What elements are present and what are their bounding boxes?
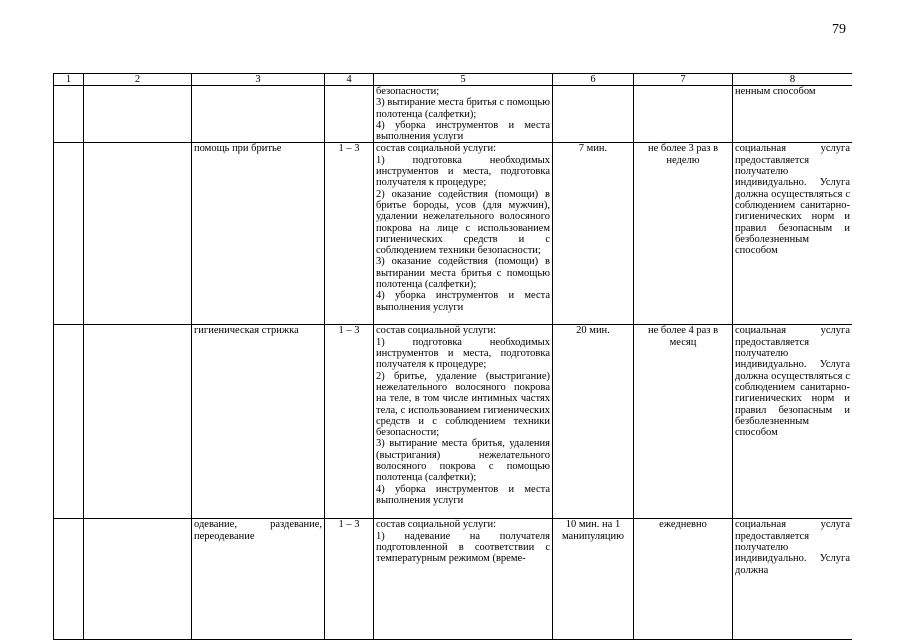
cell-category <box>84 143 192 325</box>
cell-content: безопасности; 3) вытирание места бритья с помощью полотенца (салфетки); 4) уборка инструментов и места выполнения услуги <box>374 86 553 143</box>
services-table-container <box>53 73 852 640</box>
column-header: 5 <box>374 74 553 86</box>
cell-group: 1 – 3 <box>325 143 374 325</box>
page-number: 79 <box>832 22 846 37</box>
column-header: 7 <box>634 74 733 86</box>
column-header: 8 <box>733 74 853 86</box>
cell-group: 1 – 3 <box>325 519 374 640</box>
column-header: 1 <box>54 74 84 86</box>
column-header: 2 <box>84 74 192 86</box>
cell-category <box>84 519 192 640</box>
cell-content: состав социальной услуги: 1) надевание на получателя подготовленной в соответствии с температурным режимом (време- <box>374 519 553 640</box>
table-row <box>54 143 853 325</box>
cell-service-name: помощь при бритье <box>192 143 325 325</box>
header-row <box>54 74 853 86</box>
column-header: 6 <box>553 74 634 86</box>
cell-conditions: социальная услуга предоставляется получателю индивидуально. Услуга должна осуществляться с соблюдением санитарно-гигиенических норм и правил безопасным и безболезненным способом <box>733 143 853 325</box>
cell-content: состав социальной услуги: 1) подготовка необходимых инструментов и места, подготовка получателя к процедуре; 2) бритье, удаление (выстригание) нежелательного волосяного покрова на теле, в том числе интимных частях тела, с использованием гигиенических средств и с соблюдением техники безопасности; 3) вытирание места бритья, удаления (выстригания) нежелательного волосяного покрова с помощью полотенца (салфетки); 4) уборка инструментов и места выполнения услуги <box>374 325 553 519</box>
cell-frequency: ежедневно <box>634 519 733 640</box>
cell-index <box>54 86 84 143</box>
cell-group <box>325 86 374 143</box>
cell-category <box>84 325 192 519</box>
cell-time <box>553 86 634 143</box>
cell-service-name: одевание, раздевание, переодевание <box>192 519 325 640</box>
cell-service-name: гигиеническая стрижка <box>192 325 325 519</box>
cell-time: 7 мин. <box>553 143 634 325</box>
cell-group: 1 – 3 <box>325 325 374 519</box>
cell-conditions: социальная услуга предоставляется получателю индивидуально. Услуга должна осуществляться с соблюдением санитарно-гигиенических норм и правил безопасным и безболезненным способом <box>733 325 853 519</box>
cell-index <box>54 325 84 519</box>
cell-frequency: не более 3 раз в неделю <box>634 143 733 325</box>
column-header: 4 <box>325 74 374 86</box>
cell-time: 10 мин. на 1 манипуляцию <box>553 519 634 640</box>
table-row <box>54 86 853 143</box>
table-row <box>54 325 853 519</box>
cell-category <box>84 86 192 143</box>
cell-service-name <box>192 86 325 143</box>
column-header: 3 <box>192 74 325 86</box>
cell-content: состав социальной услуги: 1) подготовка необходимых инструментов и места, подготовка получателя к процедуре; 2) оказание содействия (помощи) в бритье бороды, усов (для мужчин), удалении нежелательного волосяного покрова на лице с использованием гигиенических средств и с соблюдением техники безопасности; 3) оказание содействия (помощи) в вытирании места бритья с помощью полотенца (салфетки); 4) уборка инструментов и места выполнения услуги <box>374 143 553 325</box>
cell-conditions: ненным способом <box>733 86 853 143</box>
cell-time: 20 мин. <box>553 325 634 519</box>
cell-frequency <box>634 86 733 143</box>
table-row <box>54 519 853 640</box>
cell-index <box>54 519 84 640</box>
cell-index <box>54 143 84 325</box>
services-table <box>53 73 852 640</box>
cell-conditions: социальная услуга предоставляется получателю индивидуально. Услуга должна <box>733 519 853 640</box>
cell-frequency: не более 4 раз в месяц <box>634 325 733 519</box>
